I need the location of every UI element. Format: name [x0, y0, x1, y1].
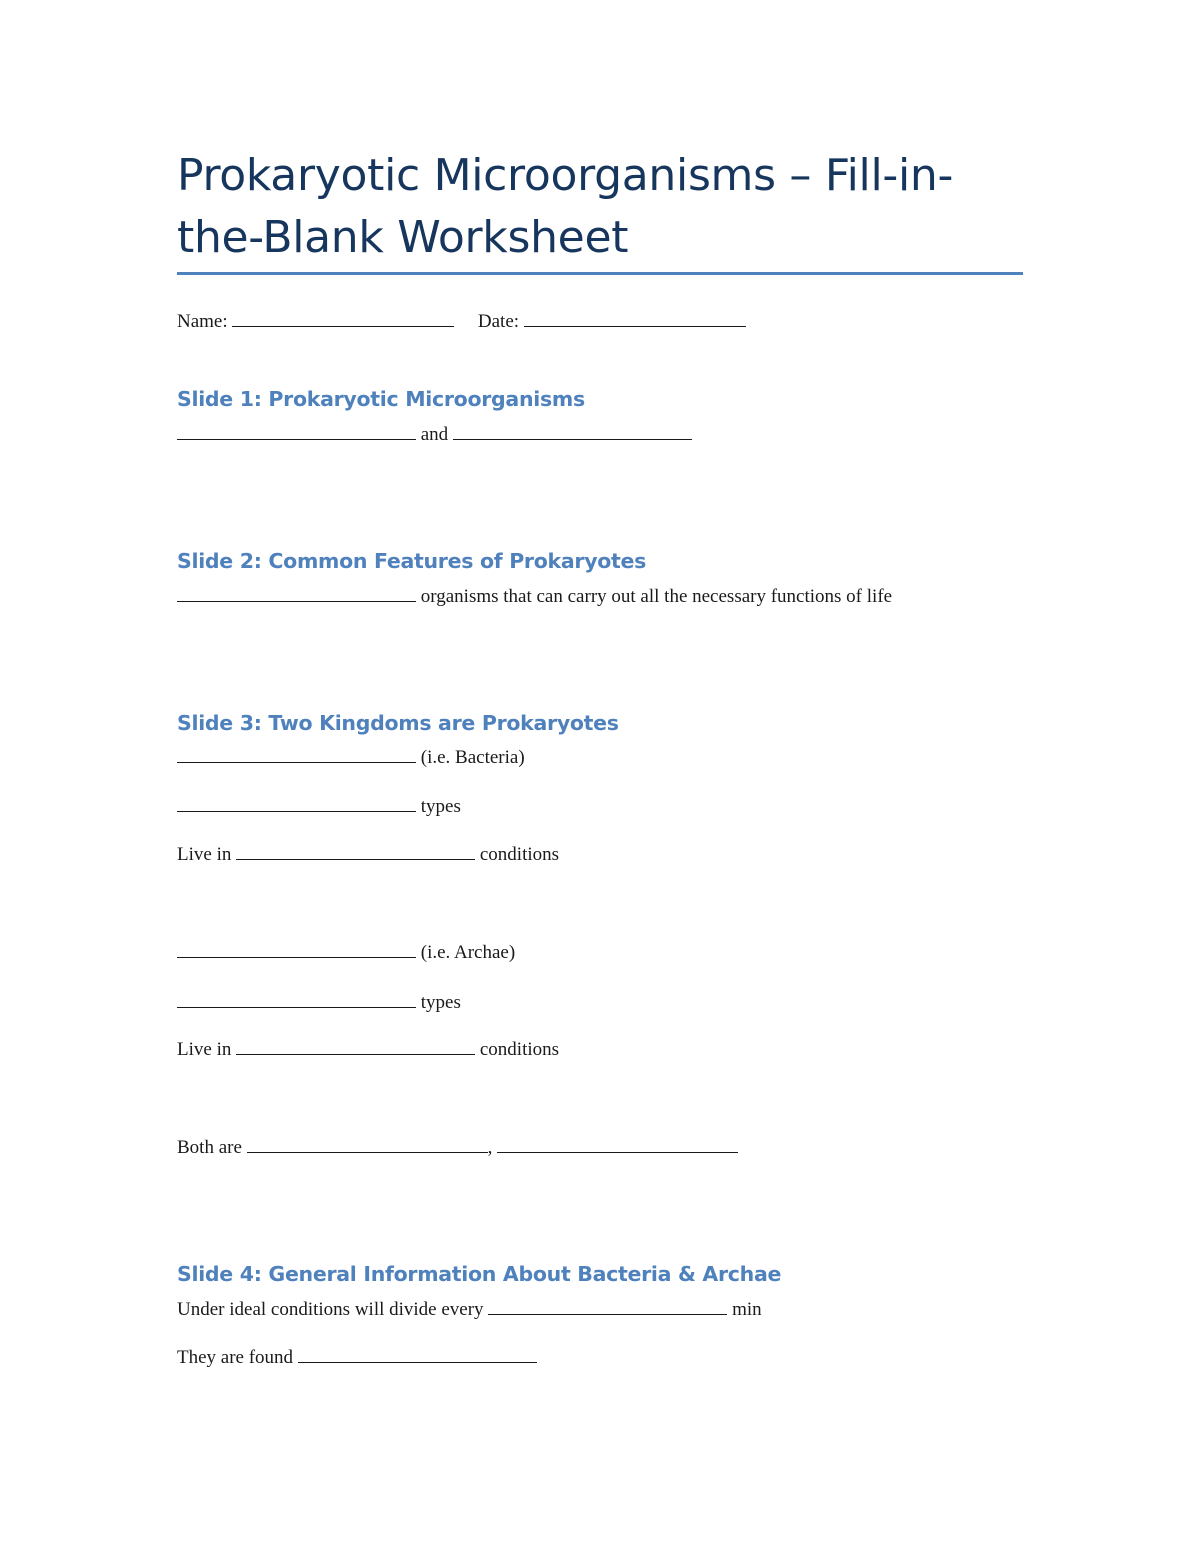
- slide3-both-are-label: Both are: [177, 1137, 242, 1158]
- slide3-bacteria-types-line: [177, 794, 461, 819]
- slide4-found-line: [177, 1345, 537, 1370]
- slide3-live-in-label: Live in: [177, 844, 232, 865]
- slide3-both-line: [177, 1135, 738, 1160]
- slide3-archae-types-line: [177, 990, 461, 1015]
- slide3-bacteria-label: (i.e. Bacteria): [420, 747, 525, 768]
- slide3-types-label: types: [420, 796, 461, 817]
- slide3-heading: Slide 3: Two Kingdoms are Prokaryotes: [177, 711, 619, 735]
- slide4-divide-text: Under ideal conditions will divide every: [177, 1299, 484, 1320]
- slide2-heading: Slide 2: Common Features of Prokaryotes: [177, 549, 647, 573]
- slide3-bacteria-blank[interactable]: [177, 745, 416, 763]
- slide1-line1: [177, 422, 692, 447]
- slide4-heading: Slide 4: General Information About Bacteria & Archae: [177, 1262, 782, 1286]
- slide3-bacteria-conditions-blank[interactable]: [236, 842, 475, 860]
- name-date-line: [177, 309, 746, 334]
- slide3-both-blank-1[interactable]: [247, 1135, 488, 1153]
- slide3-conditions-label: conditions: [479, 844, 560, 865]
- slide1-and-text: and: [420, 424, 449, 445]
- slide3-archae-label: (i.e. Archae): [420, 942, 516, 963]
- name-label: Name:: [177, 311, 228, 332]
- date-blank[interactable]: [524, 309, 746, 327]
- slide3-archae-conditions-blank[interactable]: [236, 1037, 475, 1055]
- slide3-bacteria-live-line: [177, 842, 559, 867]
- slide3-conditions-label-2: conditions: [479, 1039, 560, 1060]
- slide3-types-label-2: types: [420, 992, 461, 1013]
- slide3-both-blank-2[interactable]: [497, 1135, 738, 1153]
- slide4-found-blank[interactable]: [298, 1345, 537, 1363]
- slide3-bacteria-types-blank[interactable]: [177, 794, 416, 812]
- name-blank[interactable]: [232, 309, 454, 327]
- title-underline: [177, 272, 1023, 275]
- slide4-divide-blank[interactable]: [488, 1297, 727, 1315]
- slide3-bacteria-line: [177, 745, 525, 770]
- slide2-blank-1[interactable]: [177, 584, 416, 602]
- slide4-found-label: They are found: [177, 1347, 294, 1368]
- slide4-divide-line: [177, 1297, 762, 1322]
- slide3-archae-live-line: [177, 1037, 559, 1062]
- slide3-archae-types-blank[interactable]: [177, 990, 416, 1008]
- slide3-archae-line: [177, 940, 515, 965]
- slide3-live-in-label-2: Live in: [177, 1039, 232, 1060]
- slide2-line1: [177, 584, 892, 609]
- slide4-min-label: min: [732, 1299, 762, 1320]
- slide1-heading: Slide 1: Prokaryotic Microorganisms: [177, 387, 585, 411]
- slide2-line1-text: organisms that can carry out all the necessary functions of life: [420, 586, 893, 607]
- slide1-blank-1[interactable]: [177, 422, 416, 440]
- date-label: Date:: [477, 311, 520, 332]
- slide3-comma: ,: [487, 1137, 493, 1158]
- page-title: Prokaryotic Microorganisms – Fill-in-the-Blank Worksheet: [177, 150, 954, 263]
- slide3-archae-blank[interactable]: [177, 940, 416, 958]
- slide1-blank-2[interactable]: [453, 422, 692, 440]
